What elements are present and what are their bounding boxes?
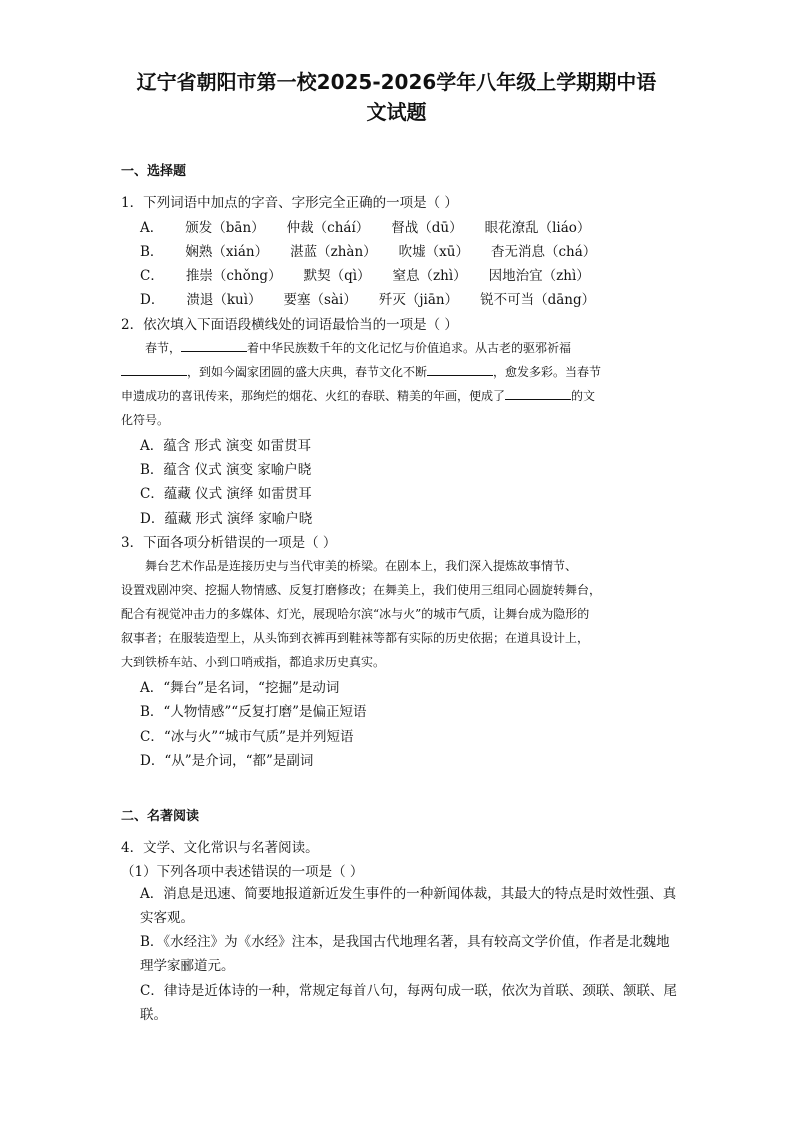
option-word: 杳无消息（chá） xyxy=(490,244,597,260)
passage-line xyxy=(121,360,669,384)
question-1-stem: 1．下列词语中加点的字音、字形完全正确的一项是（ ） xyxy=(121,195,458,211)
passage-line: 大到铁桥车站、小到口哨戒指，都追求历史真实。 xyxy=(121,655,386,669)
passage-line: 化符号。 xyxy=(121,413,170,427)
fill-blank xyxy=(505,387,571,400)
option-word: 督战（dū） xyxy=(391,220,463,236)
q2-option-b xyxy=(140,458,333,478)
option-letter: A． xyxy=(140,680,164,696)
q4-option-a: A．消息是迅速、简要地报道新近发生事件的一种新闻体裁，其最大的特点是时效性强、真实客观。 xyxy=(140,886,677,926)
passage-line xyxy=(121,384,669,408)
fill-blank xyxy=(427,363,493,376)
option-word: 颁发（bān） xyxy=(185,220,265,236)
q3-option-c xyxy=(140,725,375,745)
option-word: 溃退（kuì） xyxy=(186,292,262,308)
option-text: “从”是介词，“都”是副词 xyxy=(164,753,314,769)
option-text: 蕴藏 形式 演绎 家喻户晓 xyxy=(164,511,313,527)
page-title-line1: 辽宁省朝阳市第一校2025-2026学年八年级上学期期中语 xyxy=(136,70,657,94)
passage-line: 叙事者；在服装造型上，从头饰到衣裤再到鞋袜等都有实际的历史依据；在道具设计上， xyxy=(121,631,590,645)
passage-line xyxy=(121,336,669,360)
option-text: “冰与火”“城市气质”是并列短语 xyxy=(163,729,354,745)
passage-line: 舞台艺术作品是连接历史与当代审美的桥梁。在剧本上，我们深入提炼故事情节、 xyxy=(121,559,578,573)
option-text: “人物情感”“反复打磨”是偏正短语 xyxy=(163,704,367,720)
section-heading-classics: 二、名著阅读 xyxy=(121,809,200,824)
q3-option-a xyxy=(140,676,361,696)
question-4-stem: 4．文学、文化常识与名著阅读。 xyxy=(121,840,319,856)
passage-line: 设置戏剧冲突、挖掘人物情感、反复打磨修改；在舞美上，我们使用三组同心圆旋转舞台， xyxy=(121,583,602,597)
option-word: 眼花潦乱（liáo） xyxy=(484,220,591,236)
q1-option-a xyxy=(140,216,612,236)
option-text: 蕴藏 仪式 演绎 如雷贯耳 xyxy=(163,486,312,502)
option-text: “舞台”是名词，“挖掘”是动词 xyxy=(163,680,340,696)
question-2-stem: 2．依次填入下面语段横线处的词语最恰当的一项是（ ） xyxy=(121,317,458,333)
option-word: 吹墟（xū） xyxy=(398,244,469,260)
q1-option-d xyxy=(140,288,617,308)
option-word: 湛蓝（zhàn） xyxy=(290,244,377,260)
q2-option-d xyxy=(140,507,334,527)
q2-passage xyxy=(121,336,669,432)
option-letter: D． xyxy=(140,753,165,769)
q3-option-b xyxy=(140,700,389,720)
q4-option-c: C．律诗是近体诗的一种，常规定每首八句，每两句成一联，依次为首联、颈联、颔联、尾联。 xyxy=(140,983,677,1023)
passage-text: 着中华民族数千年的文化记忆与价值追求。从古老的驱邪祈福 xyxy=(247,341,572,355)
option-letter: C． xyxy=(140,268,164,284)
passage-text: ，到如今阖家团圆的盛大庆典，春节文化不断 xyxy=(187,365,428,379)
option-letter: C． xyxy=(140,729,164,745)
option-letter: B． xyxy=(140,704,164,720)
option-word: 娴熟（xián） xyxy=(185,244,269,260)
question-3-stem: 3．下面各项分析错误的一项是（ ） xyxy=(121,535,337,551)
option-text: 蕴含 形式 演变 如雷贯耳 xyxy=(163,438,312,454)
option-word: 歼灭（jiān） xyxy=(378,292,459,308)
section-heading-choice: 一、选择题 xyxy=(121,164,187,179)
q2-option-a xyxy=(140,434,333,454)
passage-text: 申遗成功的喜讯传来，那绚烂的烟花、火红的春联、精美的年画，便成了 xyxy=(121,389,506,403)
fill-blank xyxy=(121,363,187,376)
option-word: 要塞（sài） xyxy=(283,292,357,308)
option-word: 默契（qì） xyxy=(303,268,371,284)
q3-passage xyxy=(121,554,669,674)
option-letter: D． xyxy=(140,292,165,308)
passage-line: 配合有视觉冲击力的多媒体、灯光，展现哈尔滨“冰与火”的城市气质，让舞台成为隐形的 xyxy=(121,607,590,621)
q1-option-b xyxy=(140,240,618,260)
option-letter: C． xyxy=(140,486,164,502)
option-word: 锐不可当（dāng） xyxy=(480,292,596,308)
option-word: 推崇（chǒng） xyxy=(185,268,282,284)
option-word: 仲裁（cháí） xyxy=(286,220,370,236)
question-4-sub1: （1）下列各项中表述错误的一项是（ ） xyxy=(121,864,364,880)
q1-option-c xyxy=(140,264,612,284)
option-letter: A． xyxy=(140,438,164,454)
fill-blank xyxy=(181,339,247,352)
option-letter: A． xyxy=(140,220,164,236)
page-title-line2: 文试题 xyxy=(366,100,427,124)
option-word: 窒息（zhì） xyxy=(392,268,467,284)
option-letter: B． xyxy=(140,462,164,478)
option-word: 因地治宜（zhì） xyxy=(488,268,590,284)
option-text: 蕴含 仪式 演变 家喻户晓 xyxy=(163,462,312,478)
q2-option-c xyxy=(140,482,334,502)
passage-text: ，愈发多彩。当春节 xyxy=(493,365,602,379)
passage-text: 的文 xyxy=(571,389,596,403)
q3-option-d xyxy=(140,749,335,769)
q4-option-b: B．《水经注》为《水经》注本，是我国古代地理名著，具有较高文学价值，作者是北魏地理学家郦道元。 xyxy=(140,934,670,974)
option-letter: D． xyxy=(140,511,165,527)
option-letter: B． xyxy=(140,244,164,260)
passage-text: 春节， xyxy=(145,341,182,355)
